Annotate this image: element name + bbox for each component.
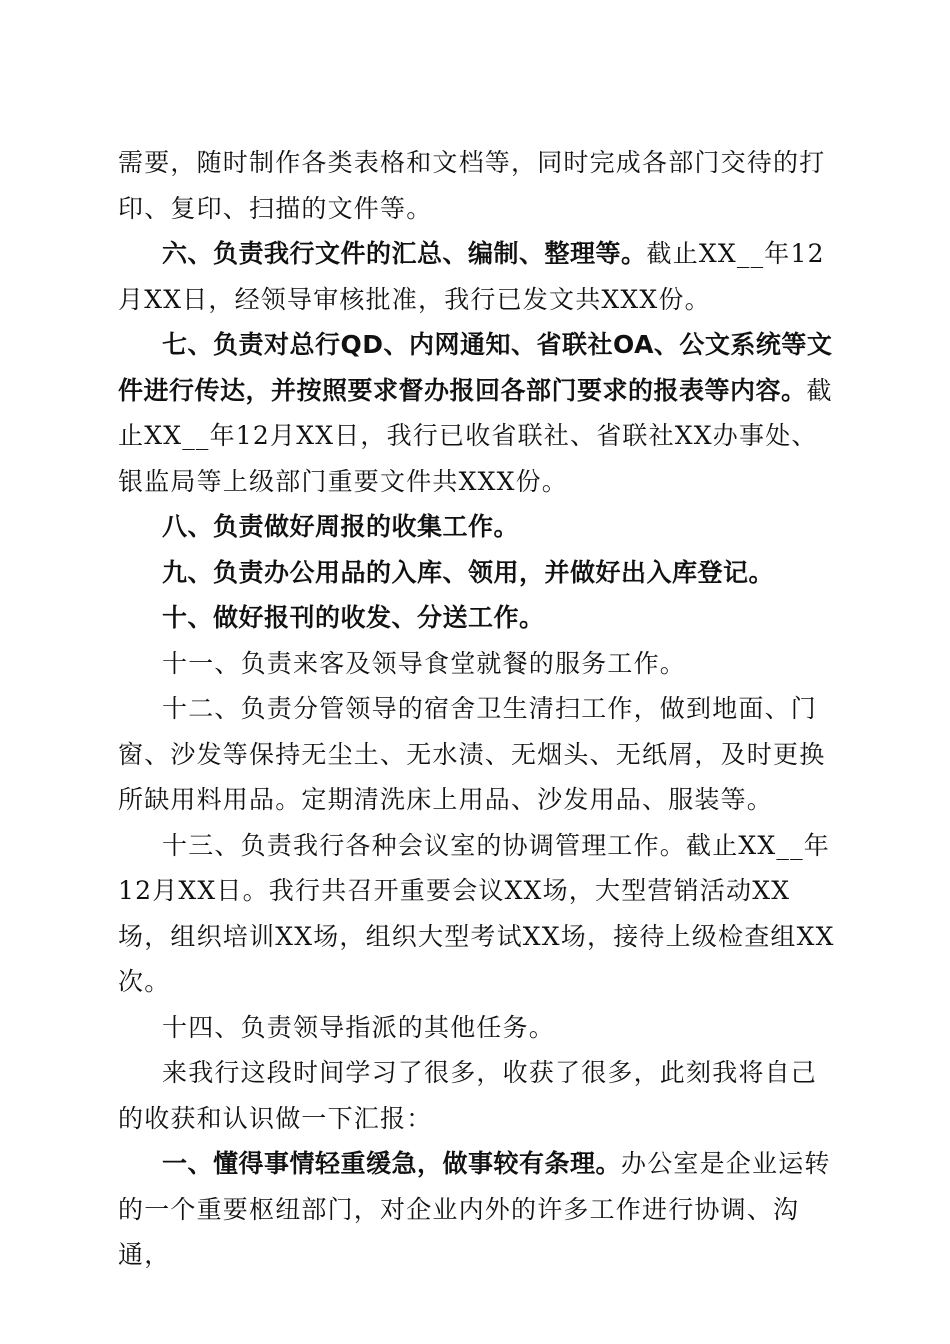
paragraph-continuation	[118, 140, 838, 231]
paragraph-text: 需要，随时制作各类表格和文档等，同时完成各部门交待的打印、复印、扫描的文件等。	[118, 148, 826, 223]
paragraph-heading: 十、做好报刊的收发、分送工作。	[162, 603, 545, 632]
paragraph-summary-intro	[118, 1050, 838, 1141]
paragraph-item-8	[118, 504, 838, 550]
paragraph-item-13	[118, 823, 838, 1005]
paragraph-item-7	[118, 322, 838, 504]
paragraph-heading: 一、懂得事情轻重缓急，做事较有条理。	[162, 1149, 622, 1178]
paragraph-heading: 九、负责办公用品的入库、领用，并做好出入库登记。	[162, 557, 775, 587]
paragraph-heading: 八、负责做好周报的收集工作。	[162, 512, 520, 541]
paragraph-item-12	[118, 686, 838, 823]
paragraph-text: 十四、负责领导指派的其他任务。	[162, 1012, 556, 1042]
paragraph-text: 截止XX__年12月XX日，我行已收省联社、省联社XX办事处、银监局等上级部门重要文件共XXX份。	[118, 375, 833, 496]
paragraph-text: 办公室是企业运转的一个重要枢纽部门，对企业内外的许多工作进行协调、沟通，	[118, 1149, 831, 1269]
paragraph-heading: 七、负责对总行QD、内网通知、省联社OA、公文系统等文件进行传达，并按照要求督办报回各部门要求的报表等内容。	[118, 330, 833, 405]
paragraph-text: 十一、负责来客及领导食堂就餐的服务工作。	[162, 648, 687, 678]
paragraph-item-6	[118, 231, 838, 322]
paragraph-text: 十二、负责分管领导的宿舍卫生清扫工作，做到地面、门窗、沙发等保持无尘土、无水渍、无烟头、无纸屑，及时更换所缺用料用品。定期清洗床上用品、沙发用品、服装等。	[118, 694, 826, 814]
paragraph-text: 来我行这段时间学习了很多，收获了很多，此刻我将自己的收获和认识做一下汇报：	[118, 1058, 818, 1133]
paragraph-item-9	[118, 550, 838, 596]
document-body	[118, 140, 838, 1278]
paragraph-text: 十三、负责我行各种会议室的协调管理工作。截止XX__年12月XX日。我行共召开重要会议XX场，大型营销活动XX场，组织培训XX场，组织大型考试XX场，接待上级检查组XX次。	[118, 830, 835, 996]
paragraph-item-11	[118, 641, 838, 687]
paragraph-heading: 六、负责我行文件的汇总、编制、整理等。	[162, 239, 647, 268]
paragraph-text: 截止XX__年12月XX日，经领导审核批准，我行已发文共XXX份。	[118, 239, 825, 314]
paragraph-item-14	[118, 1005, 838, 1051]
paragraph-summary-1	[118, 1141, 838, 1278]
paragraph-item-10	[118, 595, 838, 641]
